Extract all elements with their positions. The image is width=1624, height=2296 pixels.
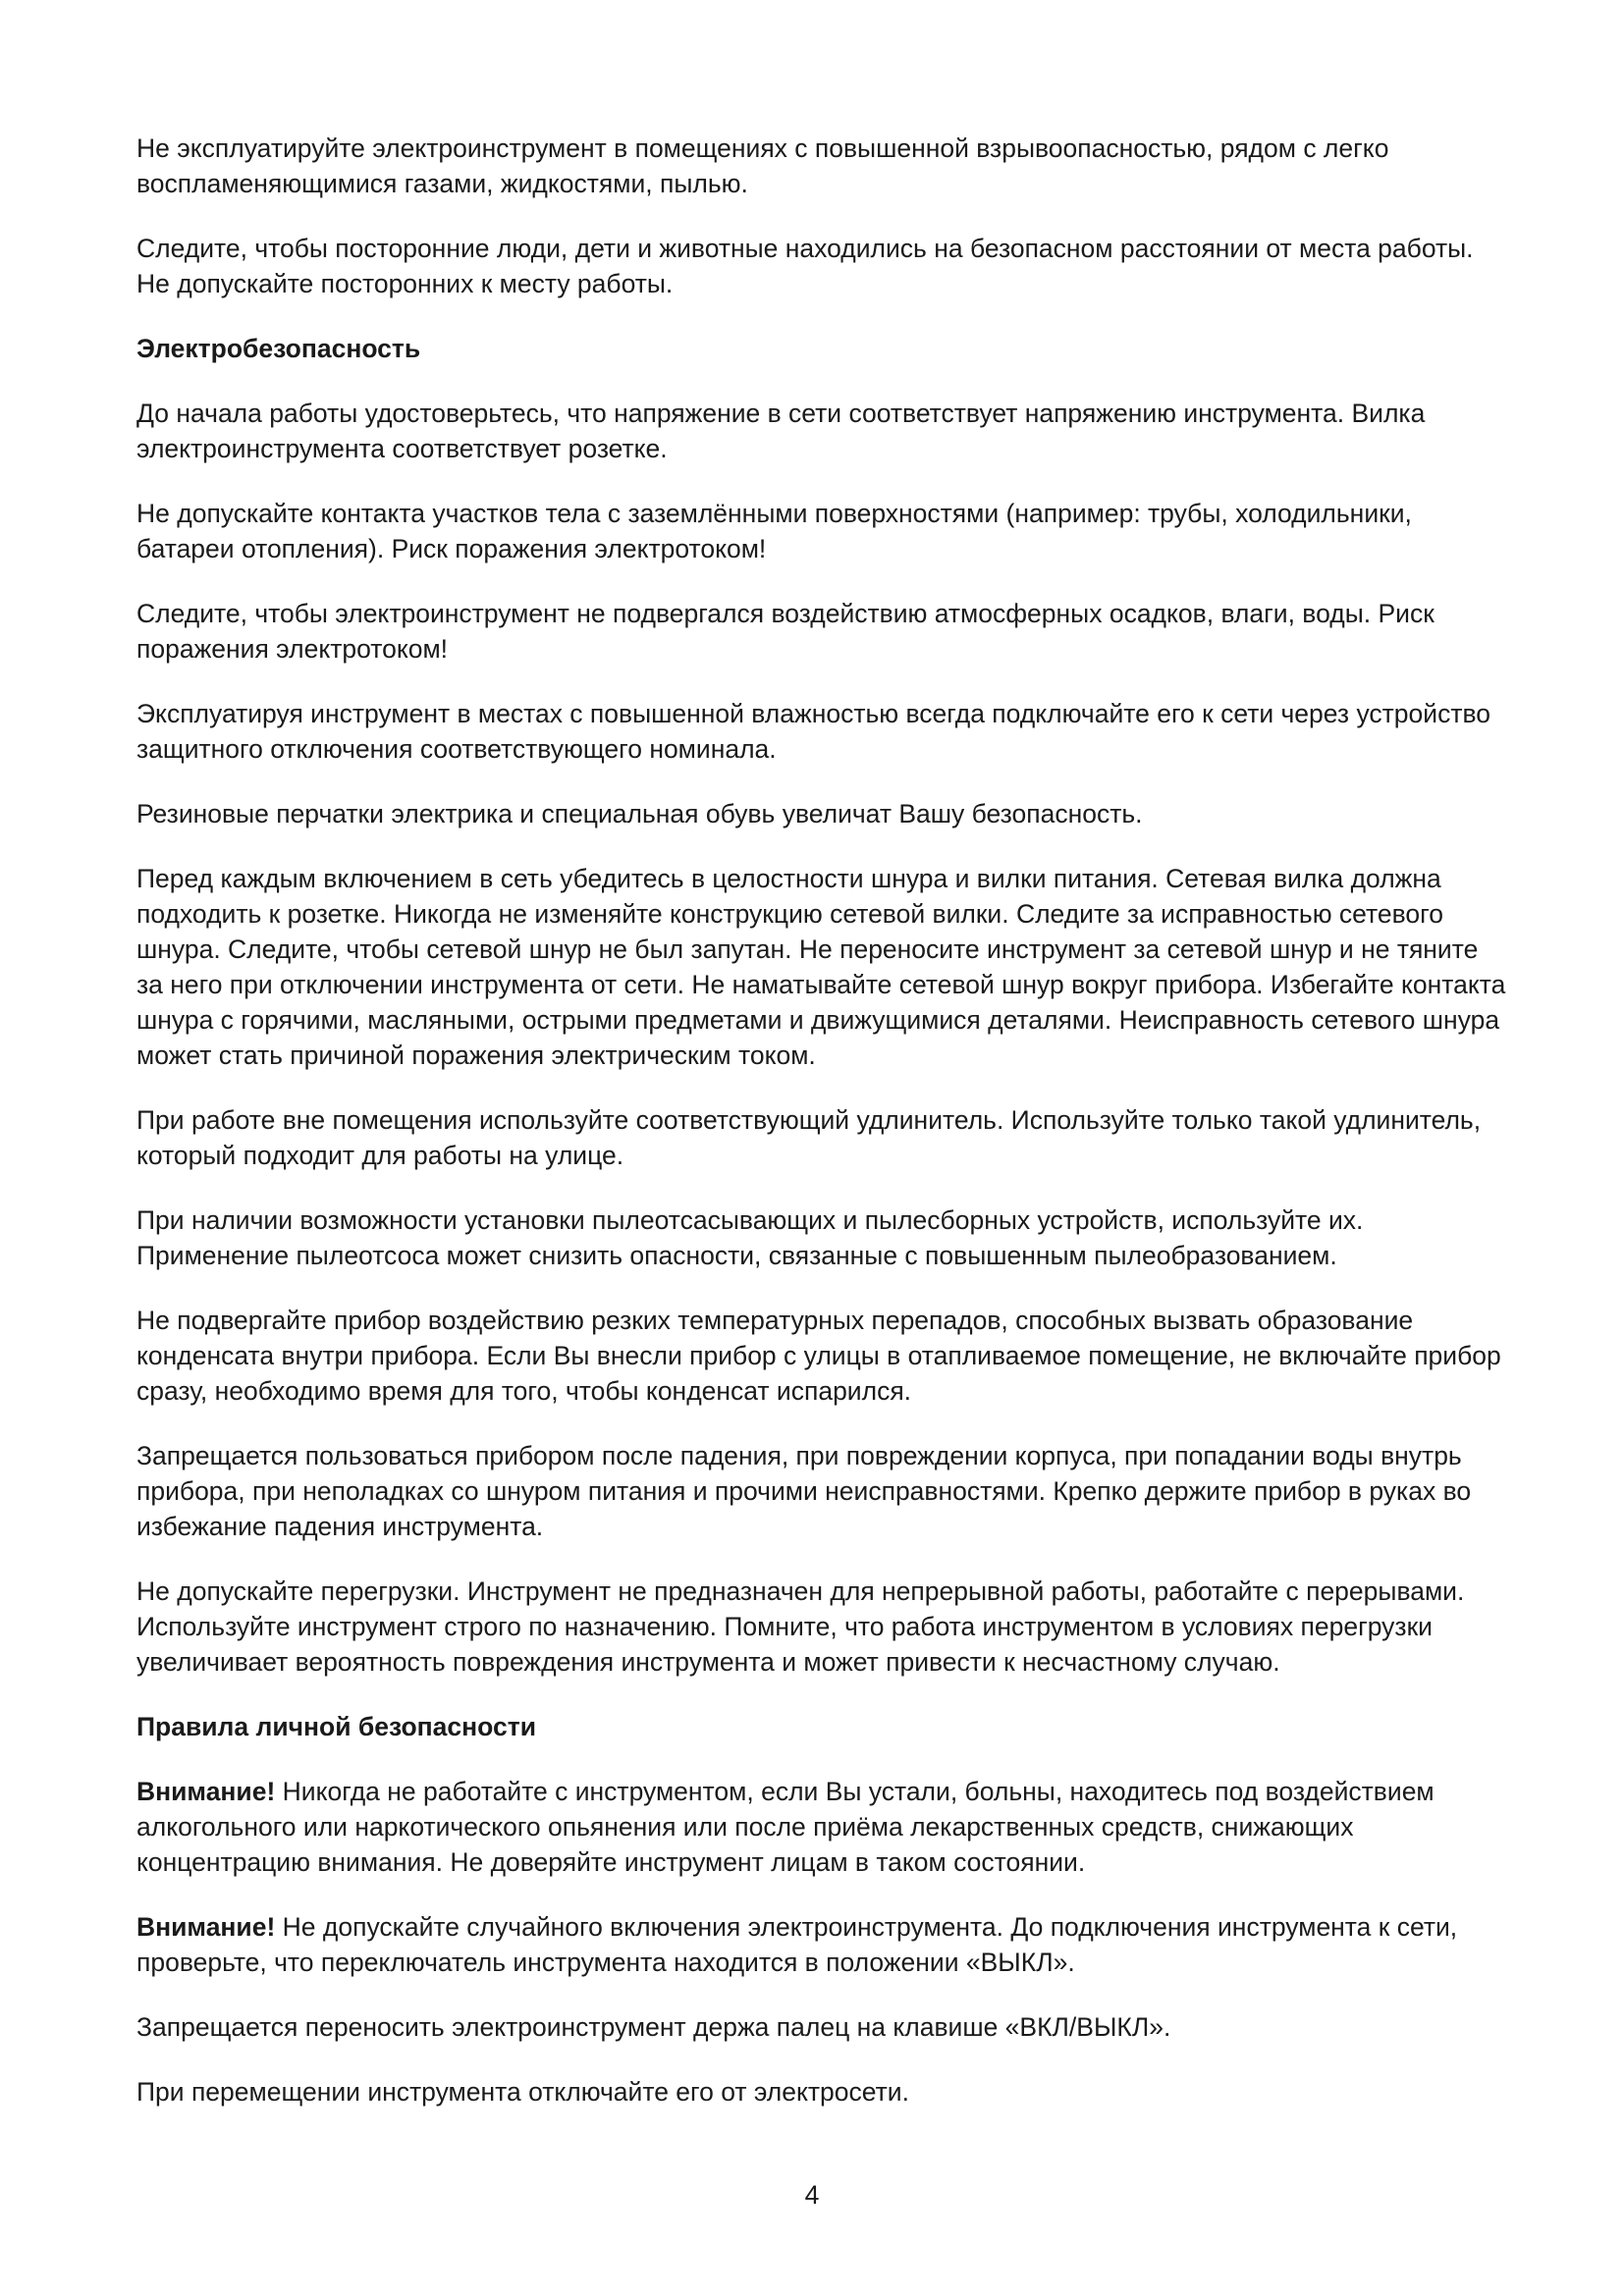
warning-lead: Внимание! — [136, 1912, 276, 1942]
warning-text: Никогда не работайте с инструментом, если Вы устали, больны, находитесь под воздействием алкогольного или наркотического опьянения или после приёма лекарственных средств, снижающих концентрацию внимания. Не доверяйте инструмент лицам в таком состоянии. — [136, 1777, 1435, 1877]
paragraph: Следите, чтобы посторонние люди, дети и животные находились на безопасном расстоянии от места работы. Не допускайте посторонних к месту работы. — [136, 234, 1474, 298]
page-number: 4 — [804, 2180, 820, 2210]
section-heading-personal-safety: Правила личной безопасности — [136, 1712, 536, 1741]
warning-paragraph — [136, 1774, 1511, 1880]
section-heading-electrical-safety: Электробезопасность — [136, 334, 421, 363]
paragraph: Не допускайте перегрузки. Инструмент не предназначен для непрерывной работы, работайте с перерывами. Используйте инструмент строго по назначению. Помните, что работа инструментом в условиях перегрузки увеличивает вероятность повреждения инструмента и может привести к несчастному случаю. — [136, 1576, 1465, 1677]
warning-lead: Внимание! — [136, 1777, 276, 1806]
document-body — [136, 131, 1511, 2139]
paragraph: Запрещается переносить электроинструмент держа палец на клавише «ВКЛ/ВЫКЛ». — [136, 2012, 1171, 2042]
paragraph: При работе вне помещения используйте соответствующий удлинитель. Используйте только такой удлинитель, который подходит для работы на улице. — [136, 1105, 1482, 1170]
paragraph: Эксплуатируя инструмент в местах с повышенной влажностью всегда подключайте его к сети через устройство защитного отключения соответствующего номинала. — [136, 699, 1490, 764]
paragraph: Не эксплуатируйте электроинструмент в помещениях с повышенной взрывоопасностью, рядом с легко воспламеняющимися газами, жидкостями, пылью. — [136, 133, 1389, 198]
warning-paragraph — [136, 1909, 1511, 1980]
paragraph: При перемещении инструмента отключайте его от электросети. — [136, 2077, 909, 2107]
paragraph: При наличии возможности установки пылеотсасывающих и пылесборных устройств, используйте их. Применение пылеотсоса может снизить опасности, связанные с повышенным пылеобразованием. — [136, 1205, 1364, 1270]
paragraph: Резиновые перчатки электрика и специальная обувь увеличат Вашу безопасность. — [136, 799, 1143, 828]
paragraph: Следите, чтобы электроинструмент не подвергался воздействию атмосферных осадков, влаги, воды. Риск поражения электротоком! — [136, 599, 1435, 664]
warning-text: Не допускайте случайного включения электроинструмента. До подключения инструмента к сети, проверьте, что переключатель инструмента находится в положении «ВЫКЛ». — [136, 1912, 1458, 1977]
paragraph: Не подвергайте прибор воздействию резких температурных перепадов, способных вызвать образование конденсата внутри прибора. Если Вы внесли прибор с улицы в отапливаемое помещение, не включайте прибор сразу, необходимо время для того, чтобы конденсат испарился. — [136, 1306, 1501, 1406]
paragraph: Перед каждым включением в сеть убедитесь в целостности шнура и вилки питания. Сетевая вилка должна подходить к розетке. Никогда не изменяйте конструкцию сетевой вилки. Следите за исправностью сетевого шнура. Следите, чтобы сетевой шнур не был запутан. Не переносите инструмент за сетевой шнур и не тяните за него при отключении инструмента от сети. Не наматывайте сетевой шнур вокруг прибора. Избегайте контакта шнура с горячими, масляными, острыми предметами и движущимися деталями. Неисправность сетевого шнура может стать причиной поражения электрическим током. — [136, 864, 1506, 1070]
paragraph: До начала работы удостоверьтесь, что напряжение в сети соответствует напряжению инструмента. Вилка электроинструмента соответствует розетке. — [136, 399, 1426, 463]
paragraph: Запрещается пользоваться прибором после падения, при повреждении корпуса, при попадании воды внутрь прибора, при неполадках со шнуром питания и прочими неисправностями. Крепко держите прибор в руках во избежание падения инструмента. — [136, 1441, 1472, 1541]
paragraph: Не допускайте контакта участков тела с заземлёнными поверхностями (например: трубы, холодильники, батареи отопления). Риск поражения электротоком! — [136, 499, 1412, 563]
